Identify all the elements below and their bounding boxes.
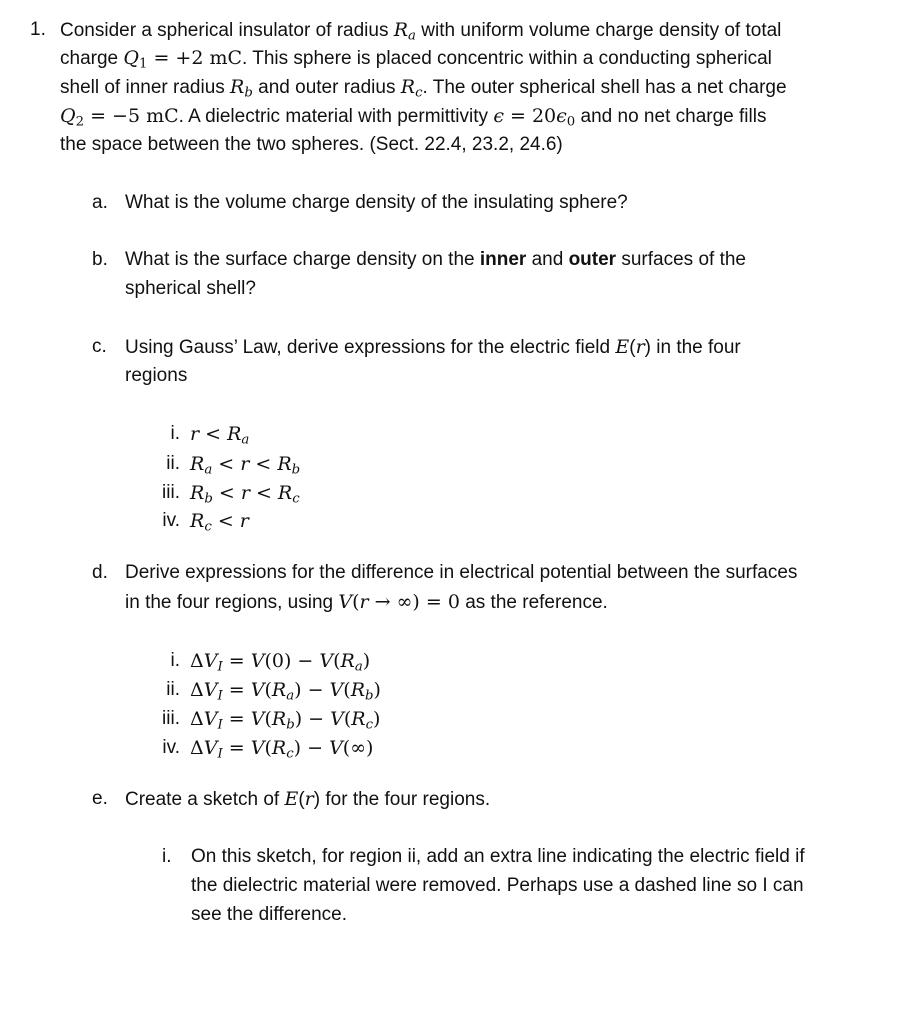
part-d-item-ii-expr: $\Delta V_I = V(R_a) - V(R_b)$ [190, 679, 381, 704]
math-Q2: $Q_2 = -5$ mC [60, 105, 179, 130]
part-b-label: b. [92, 249, 108, 270]
math-Q1: $Q_1 = +2$ mC [123, 47, 243, 72]
part-e-sub-i-line-1: On this sketch, for region ii, add an extra line indicating the electric field if [191, 846, 805, 867]
bold-inner: inner [479, 249, 527, 270]
part-d-item-iv-label: iv. [162, 737, 180, 758]
part-e-label: e. [92, 788, 108, 809]
part-b-line-1: What is the surface charge density on the inner and outer surfaces of the [125, 249, 746, 270]
part-c-item-ii-label: ii. [166, 453, 180, 474]
part-c-line-1: Using Gauss’ Law, derive expressions for the electric field E(r) in the four [125, 336, 741, 358]
part-c-label: c. [92, 336, 107, 357]
part-e-sub-i-line-3: see the difference. [191, 904, 347, 925]
part-e-sub-i-line-2: the dielectric material were removed. Perhaps use a dashed line so I can [191, 875, 804, 896]
math-Rb: $R_b$ [230, 76, 253, 101]
part-c-line-2: regions [125, 365, 188, 386]
part-c-item-ii-expr: $R_a < r < R_b$ [190, 453, 301, 478]
math-Rc: $R_c$ [400, 76, 423, 101]
question-line-4: $Q_2 = -5$ mC. A dielectric material with permittivity $\epsilon = 20\epsilon_0$ and no net charge fills [60, 105, 767, 130]
part-a-label: a. [92, 192, 108, 213]
bold-outer: outer [568, 249, 617, 270]
part-d-line-1: Derive expressions for the difference in electrical potential between the surfaces [125, 562, 798, 583]
question-line-2: charge $Q_1 = +2$ mC. This sphere is placed concentric within a conducting spherical [60, 47, 772, 72]
question-line-3: shell of inner radius $R_b$ and outer radius $R_c$. The outer spherical shell has a net charge [60, 76, 787, 101]
math-Ra: $R_a$ [393, 19, 416, 44]
part-d-item-ii-label: ii. [166, 679, 180, 700]
question-line-5: the space between the two spheres. (Sect. 22.4, 23.2, 24.6) [60, 134, 563, 155]
question-line-1: Consider a spherical insulator of radius $R_a$ with uniform volume charge density of total [60, 19, 782, 44]
part-b-line-2: spherical shell? [125, 278, 256, 299]
part-d-item-iv-expr: $\Delta V_I = V(R_c) - V(\infty)$ [190, 737, 374, 762]
part-c-item-iii-expr: $R_b < r < R_c$ [190, 482, 300, 507]
part-c-item-iv-label: iv. [162, 510, 180, 531]
part-c-item-i-label: i. [170, 423, 180, 444]
part-d-label: d. [92, 562, 108, 583]
math-V-inf-zero: V(r → ∞) = 0 [338, 591, 460, 613]
part-d-item-iii-label: iii. [162, 708, 180, 729]
part-d-line-2: in the four regions, using V(r → ∞) = 0 as the reference. [125, 591, 608, 613]
math-epsilon: $\epsilon = 20\epsilon_0$ [493, 105, 576, 130]
part-d-item-i-expr: $\Delta V_I = V(0) - V(R_a)$ [190, 650, 371, 675]
part-e-line-1: Create a sketch of E(r) for the four regions. [125, 788, 491, 810]
question-number: 1. [30, 19, 46, 40]
part-c-item-i-expr: $r < R_a$ [190, 423, 250, 448]
part-e-sub-i-label: i. [162, 846, 172, 867]
part-d-item-iii-expr: $\Delta V_I = V(R_b) - V(R_c)$ [190, 708, 381, 733]
math-E-of-r-2: E [284, 788, 299, 810]
part-c-item-iii-label: iii. [162, 482, 180, 503]
math-E-of-r: E [615, 336, 630, 358]
part-a-text: What is the volume charge density of the insulating sphere? [125, 192, 628, 213]
part-c-item-iv-expr: $R_c < r$ [190, 510, 249, 535]
part-d-item-i-label: i. [170, 650, 180, 671]
